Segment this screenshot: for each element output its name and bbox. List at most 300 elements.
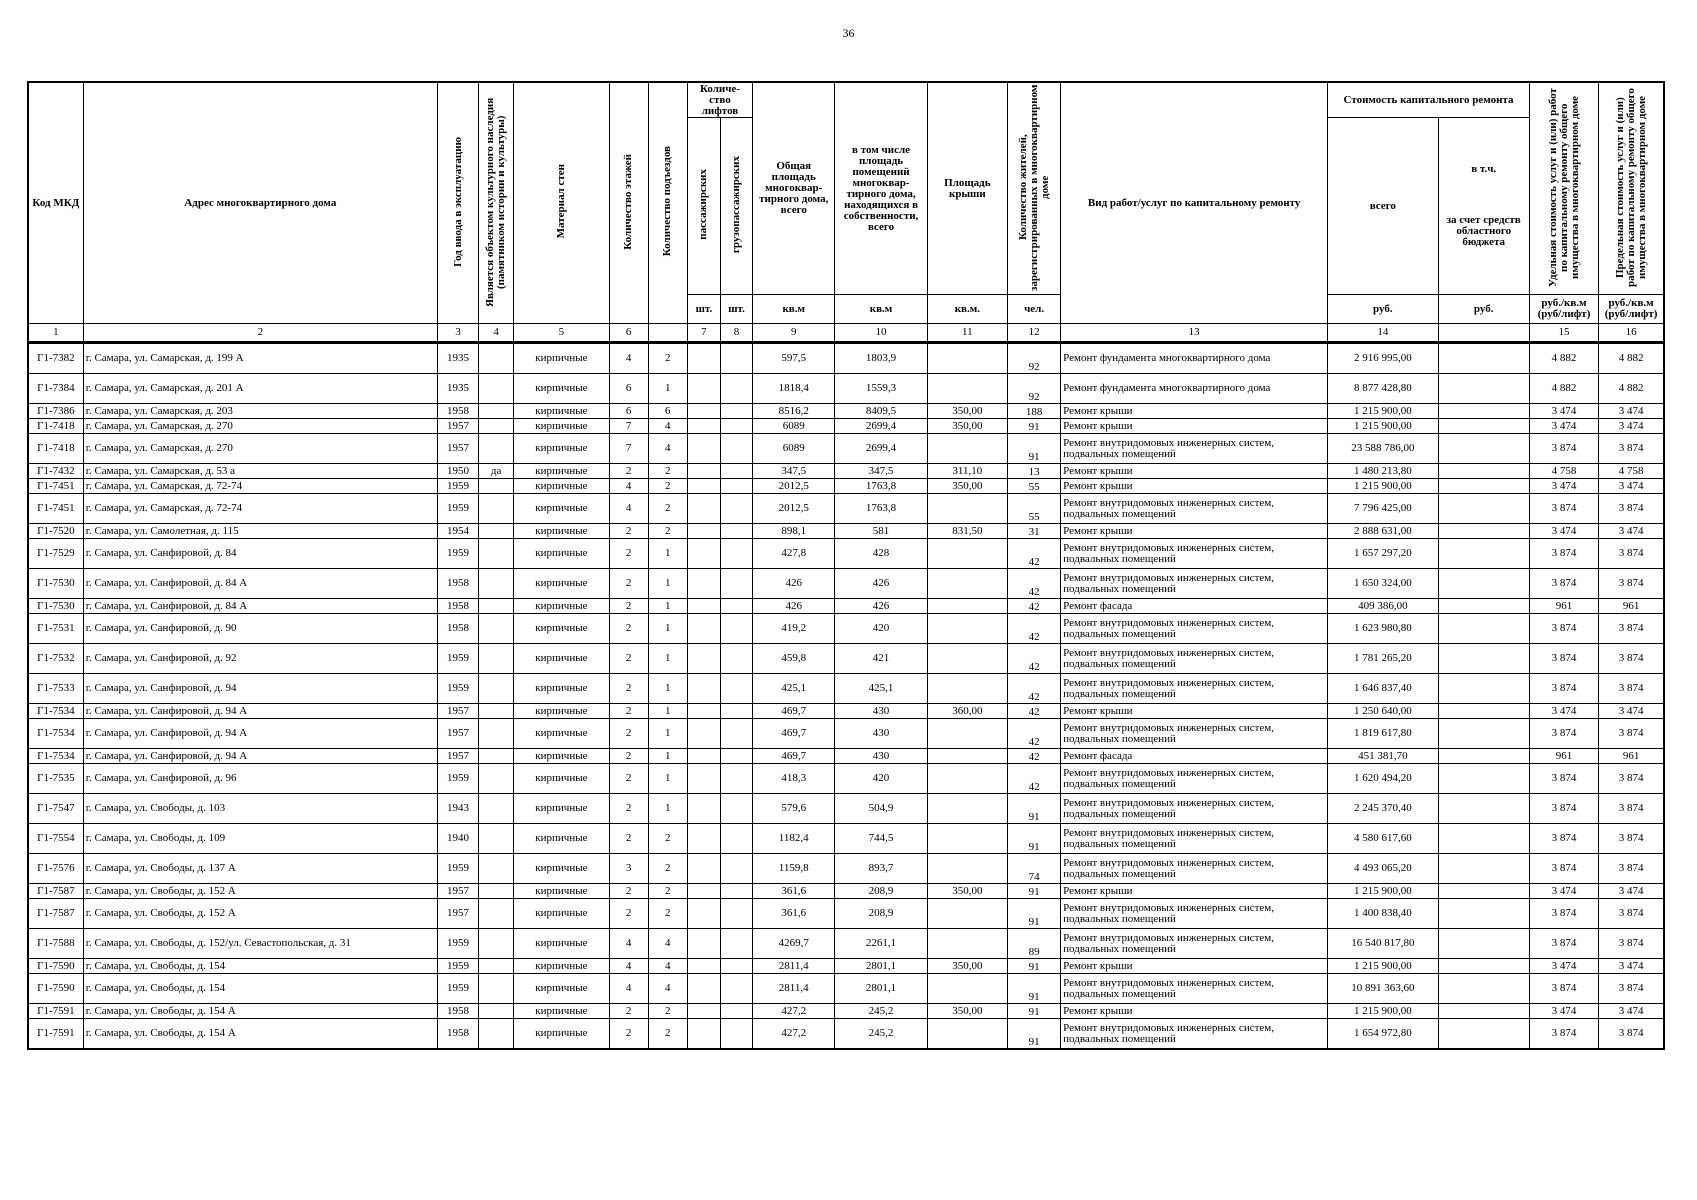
header-row-top — [28, 82, 1664, 118]
cell-cost-total: 4 493 065,20 — [1328, 854, 1438, 884]
cell-work-type: Ремонт внутридомовых инженерных систем, подвальных помещений — [1061, 644, 1328, 674]
table-row — [28, 419, 1664, 434]
header-max-cost: Предельная стоимость услуг и (или) работ по капитальному ремонту общего имущества в многоквартирном доме — [1599, 82, 1664, 295]
cell-year: 1957 — [437, 884, 478, 899]
cell-regional — [1438, 704, 1529, 719]
cell-regional — [1438, 404, 1529, 419]
cell-residents: 42 — [1007, 674, 1060, 704]
cell-cost-total: 1 215 900,00 — [1328, 419, 1438, 434]
cell-lifts-cargo — [720, 343, 752, 374]
cell-total-area: 469,7 — [753, 749, 835, 764]
cell-regional — [1438, 494, 1529, 524]
cell-heritage — [479, 929, 514, 959]
cell-owned-area: 1559,3 — [835, 374, 927, 404]
cell-owned-area: 2801,1 — [835, 974, 927, 1004]
cell-max-cost: 3 874 — [1599, 494, 1664, 524]
cell-year: 1959 — [437, 674, 478, 704]
cell-heritage — [479, 764, 514, 794]
cell-cost-total: 1 819 617,80 — [1328, 719, 1438, 749]
cell-work-type: Ремонт внутридомовых инженерных систем, подвальных помещений — [1061, 614, 1328, 644]
header-cost: Стоимость капитального ремонта — [1328, 82, 1530, 118]
cell-code: Г1-7576 — [28, 854, 83, 884]
unit-regional: руб. — [1438, 295, 1529, 324]
cell-residents: 55 — [1007, 479, 1060, 494]
header-work-type: Вид работ/услуг по капитальному ремонту — [1061, 82, 1328, 324]
cell-work-type: Ремонт внутридомовых инженерных систем, подвальных помещений — [1061, 719, 1328, 749]
cell-lifts-cargo — [720, 899, 752, 929]
cell-code: Г1-7451 — [28, 479, 83, 494]
cell-regional — [1438, 464, 1529, 479]
cell-floors: 2 — [609, 1004, 648, 1019]
cell-total-area: 1159,8 — [753, 854, 835, 884]
cell-lifts-cargo — [720, 764, 752, 794]
cell-address: г. Самара, ул. Свободы, д. 109 — [83, 824, 437, 854]
cell-year: 1943 — [437, 794, 478, 824]
cell-lifts-pass — [687, 374, 720, 404]
cell-wall: кирпичные — [514, 854, 609, 884]
cell-residents: 55 — [1007, 494, 1060, 524]
table-row — [28, 764, 1664, 794]
cell-owned-area: 420 — [835, 614, 927, 644]
cell-regional — [1438, 343, 1529, 374]
cell-regional — [1438, 794, 1529, 824]
cell-work-type: Ремонт внутридомовых инженерных систем, подвальных помещений — [1061, 434, 1328, 464]
cell-year: 1958 — [437, 1004, 478, 1019]
cell-roof-area — [927, 599, 1007, 614]
cell-regional — [1438, 884, 1529, 899]
table-row — [28, 974, 1664, 1004]
cell-wall: кирпичные — [514, 959, 609, 974]
cell-work-type: Ремонт внутридомовых инженерных систем, подвальных помещений — [1061, 854, 1328, 884]
cell-heritage — [479, 494, 514, 524]
cell-address: г. Самара, ул. Самарская, д. 53 а — [83, 464, 437, 479]
cell-owned-area: 430 — [835, 719, 927, 749]
cell-max-cost: 3 874 — [1599, 824, 1664, 854]
header-wall: Материал стен — [514, 82, 609, 324]
cell-specific-cost: 3 874 — [1529, 614, 1598, 644]
cell-specific-cost: 3 474 — [1529, 419, 1598, 434]
column-number: 6 — [609, 324, 648, 343]
cell-specific-cost: 3 474 — [1529, 404, 1598, 419]
cell-year: 1957 — [437, 434, 478, 464]
cell-heritage — [479, 1004, 514, 1019]
cell-address: г. Самара, ул. Санфировой, д. 90 — [83, 614, 437, 644]
cell-lifts-cargo — [720, 854, 752, 884]
cell-max-cost: 4 758 — [1599, 464, 1664, 479]
cell-regional — [1438, 479, 1529, 494]
cell-code: Г1-7590 — [28, 974, 83, 1004]
cell-code: Г1-7530 — [28, 599, 83, 614]
cell-address: г. Самара, ул. Свободы, д. 154 А — [83, 1004, 437, 1019]
header-code: Код МКД — [28, 82, 83, 324]
cell-owned-area: 2801,1 — [835, 959, 927, 974]
header-regional: в т.ч. за счет средств областного бюджета — [1438, 118, 1529, 295]
cell-roof-area — [927, 569, 1007, 599]
cell-floors: 2 — [609, 644, 648, 674]
cell-lifts-pass — [687, 704, 720, 719]
cell-lifts-cargo — [720, 794, 752, 824]
cell-specific-cost: 3 874 — [1529, 674, 1598, 704]
cell-residents: 188 — [1007, 404, 1060, 419]
cell-work-type: Ремонт фундамента многоквартирного дома — [1061, 343, 1328, 374]
cell-cost-total: 4 580 617,60 — [1328, 824, 1438, 854]
cell-wall: кирпичные — [514, 719, 609, 749]
cell-roof-area — [927, 794, 1007, 824]
cell-cost-total: 1 215 900,00 — [1328, 959, 1438, 974]
column-number — [1438, 324, 1529, 343]
cell-specific-cost: 961 — [1529, 749, 1598, 764]
cell-wall: кирпичные — [514, 929, 609, 959]
cell-address: г. Самара, ул. Санфировой, д. 94 А — [83, 749, 437, 764]
cell-residents: 91 — [1007, 974, 1060, 1004]
cell-code: Г1-7590 — [28, 959, 83, 974]
cell-cost-total: 1 215 900,00 — [1328, 404, 1438, 419]
cell-total-area: 2012,5 — [753, 479, 835, 494]
cell-residents: 74 — [1007, 854, 1060, 884]
cell-total-area: 459,8 — [753, 644, 835, 674]
cell-lifts-cargo — [720, 704, 752, 719]
cell-residents: 91 — [1007, 1004, 1060, 1019]
cell-work-type: Ремонт внутридомовых инженерных систем, подвальных помещений — [1061, 899, 1328, 929]
cell-roof-area — [927, 929, 1007, 959]
cell-specific-cost: 3 874 — [1529, 974, 1598, 1004]
cell-year: 1959 — [437, 644, 478, 674]
cell-roof-area — [927, 899, 1007, 929]
cell-code: Г1-7591 — [28, 1019, 83, 1050]
cell-floors: 4 — [609, 494, 648, 524]
cell-year: 1958 — [437, 1019, 478, 1050]
cell-regional — [1438, 434, 1529, 464]
cell-cost-total: 1 657 297,20 — [1328, 539, 1438, 569]
cell-work-type: Ремонт внутридомовых инженерных систем, подвальных помещений — [1061, 674, 1328, 704]
cell-work-type: Ремонт крыши — [1061, 884, 1328, 899]
cell-total-area: 2811,4 — [753, 959, 835, 974]
cell-year: 1957 — [437, 899, 478, 929]
cell-lifts-cargo — [720, 434, 752, 464]
cell-cost-total: 1 654 972,80 — [1328, 1019, 1438, 1050]
cell-code: Г1-7533 — [28, 674, 83, 704]
cell-work-type: Ремонт внутридомовых инженерных систем, подвальных помещений — [1061, 569, 1328, 599]
cell-entrances: 4 — [648, 959, 687, 974]
cell-heritage — [479, 644, 514, 674]
cell-lifts-pass — [687, 929, 720, 959]
cell-code: Г1-7532 — [28, 644, 83, 674]
table-row — [28, 794, 1664, 824]
page-number: 36 — [842, 26, 855, 40]
table-row — [28, 1019, 1664, 1050]
cell-cost-total: 8 877 428,80 — [1328, 374, 1438, 404]
cell-specific-cost: 3 874 — [1529, 569, 1598, 599]
cell-residents: 42 — [1007, 749, 1060, 764]
cell-lifts-cargo — [720, 524, 752, 539]
cell-wall: кирпичные — [514, 419, 609, 434]
cell-total-area: 6089 — [753, 434, 835, 464]
cell-floors: 2 — [609, 1019, 648, 1050]
unit-max-cost: руб./кв.м (руб/лифт) — [1599, 295, 1664, 324]
cell-owned-area: 245,2 — [835, 1019, 927, 1050]
cell-entrances: 4 — [648, 929, 687, 959]
cell-address: г. Самара, ул. Свободы, д. 154 — [83, 959, 437, 974]
cell-owned-area: 504,9 — [835, 794, 927, 824]
cell-wall: кирпичные — [514, 343, 609, 374]
cell-wall: кирпичные — [514, 674, 609, 704]
header-year: Год ввода в эксплуатацию — [437, 82, 478, 324]
cell-lifts-cargo — [720, 539, 752, 569]
cell-owned-area: 1763,8 — [835, 494, 927, 524]
header-heritage: Является объектом культурного наследия (памятником истории и культуры) — [479, 82, 514, 324]
cell-wall: кирпичные — [514, 434, 609, 464]
cell-roof-area: 360,00 — [927, 704, 1007, 719]
column-number: 12 — [1007, 324, 1060, 343]
cell-wall: кирпичные — [514, 569, 609, 599]
cell-specific-cost: 961 — [1529, 599, 1598, 614]
cell-entrances: 1 — [648, 719, 687, 749]
cell-wall: кирпичные — [514, 974, 609, 1004]
cell-code: Г1-7587 — [28, 899, 83, 929]
cell-max-cost: 3 474 — [1599, 404, 1664, 419]
cell-regional — [1438, 854, 1529, 884]
cell-year: 1958 — [437, 599, 478, 614]
cell-lifts-cargo — [720, 959, 752, 974]
cell-year: 1940 — [437, 824, 478, 854]
cell-heritage — [479, 719, 514, 749]
cell-max-cost: 3 874 — [1599, 644, 1664, 674]
cell-floors: 4 — [609, 959, 648, 974]
cell-total-area: 4269,7 — [753, 929, 835, 959]
cell-entrances: 1 — [648, 374, 687, 404]
cell-specific-cost: 3 474 — [1529, 1004, 1598, 1019]
cell-regional — [1438, 929, 1529, 959]
column-number: 1 — [28, 324, 83, 343]
cell-entrances: 1 — [648, 749, 687, 764]
cell-owned-area: 8409,5 — [835, 404, 927, 419]
cell-total-area: 361,6 — [753, 884, 835, 899]
cell-entrances: 1 — [648, 794, 687, 824]
cell-work-type: Ремонт внутридомовых инженерных систем, подвальных помещений — [1061, 1019, 1328, 1050]
column-number: 11 — [927, 324, 1007, 343]
cell-lifts-cargo — [720, 419, 752, 434]
column-number: 2 — [83, 324, 437, 343]
cell-max-cost: 3 874 — [1599, 764, 1664, 794]
cell-address: г. Самара, ул. Самарская, д. 72-74 — [83, 479, 437, 494]
table-row — [28, 434, 1664, 464]
cell-lifts-pass — [687, 1004, 720, 1019]
unit-residents: чел. — [1007, 295, 1060, 324]
cell-code: Г1-7547 — [28, 794, 83, 824]
cell-cost-total: 1 215 900,00 — [1328, 884, 1438, 899]
cell-owned-area: 347,5 — [835, 464, 927, 479]
cell-owned-area: 208,9 — [835, 899, 927, 929]
cell-residents: 42 — [1007, 704, 1060, 719]
cell-lifts-pass — [687, 974, 720, 1004]
cell-floors: 4 — [609, 479, 648, 494]
cell-specific-cost: 4 758 — [1529, 464, 1598, 479]
cell-address: г. Самара, ул. Санфировой, д. 94 А — [83, 719, 437, 749]
cell-work-type: Ремонт фасада — [1061, 749, 1328, 764]
cell-work-type: Ремонт крыши — [1061, 419, 1328, 434]
cell-heritage — [479, 419, 514, 434]
cell-floors: 3 — [609, 854, 648, 884]
cell-entrances: 1 — [648, 644, 687, 674]
cell-floors: 6 — [609, 404, 648, 419]
cell-floors: 2 — [609, 794, 648, 824]
cell-max-cost: 3 874 — [1599, 794, 1664, 824]
cell-address: г. Самара, ул. Свободы, д. 103 — [83, 794, 437, 824]
cell-floors: 4 — [609, 343, 648, 374]
cell-address: г. Самара, ул. Свободы, д. 152 А — [83, 884, 437, 899]
cell-year: 1958 — [437, 404, 478, 419]
cell-heritage — [479, 374, 514, 404]
cell-address: г. Самара, ул. Санфировой, д. 84 А — [83, 569, 437, 599]
cell-entrances: 2 — [648, 464, 687, 479]
cell-total-area: 361,6 — [753, 899, 835, 929]
cell-specific-cost: 3 474 — [1529, 479, 1598, 494]
cell-wall: кирпичные — [514, 539, 609, 569]
cell-entrances: 1 — [648, 764, 687, 794]
cell-entrances: 2 — [648, 479, 687, 494]
cell-heritage — [479, 824, 514, 854]
cell-lifts-cargo — [720, 374, 752, 404]
cell-lifts-pass — [687, 719, 720, 749]
cell-residents: 91 — [1007, 959, 1060, 974]
cell-wall: кирпичные — [514, 599, 609, 614]
unit-lifts-pass: шт. — [687, 295, 720, 324]
cell-lifts-cargo — [720, 884, 752, 899]
cell-address: г. Самара, ул. Самарская, д. 270 — [83, 419, 437, 434]
cell-specific-cost: 3 874 — [1529, 1019, 1598, 1050]
cell-lifts-cargo — [720, 974, 752, 1004]
header-total-area: Общая площадь многоквар- тирного дома, всего — [753, 82, 835, 295]
cell-floors: 2 — [609, 464, 648, 479]
cell-owned-area: 420 — [835, 764, 927, 794]
cell-regional — [1438, 524, 1529, 539]
cell-regional — [1438, 959, 1529, 974]
cell-work-type: Ремонт внутридомовых инженерных систем, подвальных помещений — [1061, 764, 1328, 794]
cell-cost-total: 10 891 363,60 — [1328, 974, 1438, 1004]
cell-cost-total: 1 623 980,80 — [1328, 614, 1438, 644]
cell-max-cost: 3 474 — [1599, 479, 1664, 494]
capital-repair-table — [27, 81, 1665, 1050]
table-body — [28, 324, 1664, 1050]
cell-code: Г1-7382 — [28, 343, 83, 374]
table-row — [28, 719, 1664, 749]
cell-wall: кирпичные — [514, 404, 609, 419]
cell-lifts-cargo — [720, 824, 752, 854]
cell-year: 1935 — [437, 374, 478, 404]
cell-floors: 2 — [609, 764, 648, 794]
cell-specific-cost: 3 874 — [1529, 854, 1598, 884]
cell-year: 1957 — [437, 704, 478, 719]
header-floors: Количество этажей — [609, 82, 648, 324]
cell-max-cost: 3 874 — [1599, 539, 1664, 569]
cell-address: г. Самара, ул. Санфировой, д. 84 А — [83, 599, 437, 614]
cell-owned-area: 426 — [835, 599, 927, 614]
cell-floors: 2 — [609, 569, 648, 599]
cell-max-cost: 3 874 — [1599, 569, 1664, 599]
cell-entrances: 2 — [648, 899, 687, 929]
cell-owned-area: 421 — [835, 644, 927, 674]
cell-max-cost: 961 — [1599, 749, 1664, 764]
cell-lifts-pass — [687, 899, 720, 929]
cell-work-type: Ремонт крыши — [1061, 704, 1328, 719]
cell-total-area: 427,2 — [753, 1019, 835, 1050]
cell-wall: кирпичные — [514, 479, 609, 494]
cell-year: 1935 — [437, 343, 478, 374]
table-row — [28, 959, 1664, 974]
cell-code: Г1-7587 — [28, 884, 83, 899]
cell-residents: 91 — [1007, 794, 1060, 824]
cell-address: г. Самара, ул. Санфировой, д. 92 — [83, 644, 437, 674]
table-row — [28, 614, 1664, 644]
cell-floors: 4 — [609, 929, 648, 959]
cell-residents: 89 — [1007, 929, 1060, 959]
cell-owned-area: 430 — [835, 704, 927, 719]
cell-work-type: Ремонт внутридомовых инженерных систем, подвальных помещений — [1061, 974, 1328, 1004]
cell-heritage — [479, 899, 514, 929]
cell-max-cost: 961 — [1599, 599, 1664, 614]
column-number: 9 — [753, 324, 835, 343]
cell-year: 1954 — [437, 524, 478, 539]
cell-owned-area: 425,1 — [835, 674, 927, 704]
cell-entrances: 2 — [648, 1019, 687, 1050]
cell-total-area: 8516,2 — [753, 404, 835, 419]
cell-floors: 7 — [609, 434, 648, 464]
cell-entrances: 2 — [648, 494, 687, 524]
cell-cost-total: 409 386,00 — [1328, 599, 1438, 614]
cell-specific-cost: 3 474 — [1529, 959, 1598, 974]
cell-max-cost: 3 474 — [1599, 524, 1664, 539]
table-row — [28, 569, 1664, 599]
cell-floors: 2 — [609, 884, 648, 899]
cell-work-type: Ремонт внутридомовых инженерных систем, подвальных помещений — [1061, 824, 1328, 854]
cell-entrances: 2 — [648, 884, 687, 899]
cell-cost-total: 2 916 995,00 — [1328, 343, 1438, 374]
cell-cost-total: 2 245 370,40 — [1328, 794, 1438, 824]
cell-regional — [1438, 674, 1529, 704]
cell-owned-area: 430 — [835, 749, 927, 764]
cell-roof-area — [927, 494, 1007, 524]
cell-entrances: 2 — [648, 343, 687, 374]
table-row — [28, 854, 1664, 884]
header-lifts-cargo: грузопассажирских — [720, 118, 752, 295]
cell-heritage — [479, 614, 514, 644]
cell-code: Г1-7520 — [28, 524, 83, 539]
cell-lifts-pass — [687, 404, 720, 419]
cell-entrances: 6 — [648, 404, 687, 419]
cell-address: г. Самара, ул. Санфировой, д. 96 — [83, 764, 437, 794]
cell-lifts-pass — [687, 764, 720, 794]
cell-cost-total: 1 650 324,00 — [1328, 569, 1438, 599]
cell-total-area: 597,5 — [753, 343, 835, 374]
cell-entrances: 1 — [648, 569, 687, 599]
cell-work-type: Ремонт фасада — [1061, 599, 1328, 614]
header-incl: в т.ч. — [1471, 163, 1497, 175]
cell-cost-total: 1 215 900,00 — [1328, 479, 1438, 494]
cell-lifts-cargo — [720, 749, 752, 764]
cell-residents: 13 — [1007, 464, 1060, 479]
cell-address: г. Самара, ул. Самарская, д. 72-74 — [83, 494, 437, 524]
table-row — [28, 644, 1664, 674]
cell-specific-cost: 3 874 — [1529, 794, 1598, 824]
cell-lifts-cargo — [720, 464, 752, 479]
cell-roof-area — [927, 343, 1007, 374]
cell-address: г. Самара, ул. Самарская, д. 199 А — [83, 343, 437, 374]
cell-total-area: 1818,4 — [753, 374, 835, 404]
cell-total-area: 469,7 — [753, 719, 835, 749]
cell-roof-area — [927, 974, 1007, 1004]
cell-address: г. Самара, ул. Самарская, д. 203 — [83, 404, 437, 419]
cell-work-type: Ремонт крыши — [1061, 524, 1328, 539]
